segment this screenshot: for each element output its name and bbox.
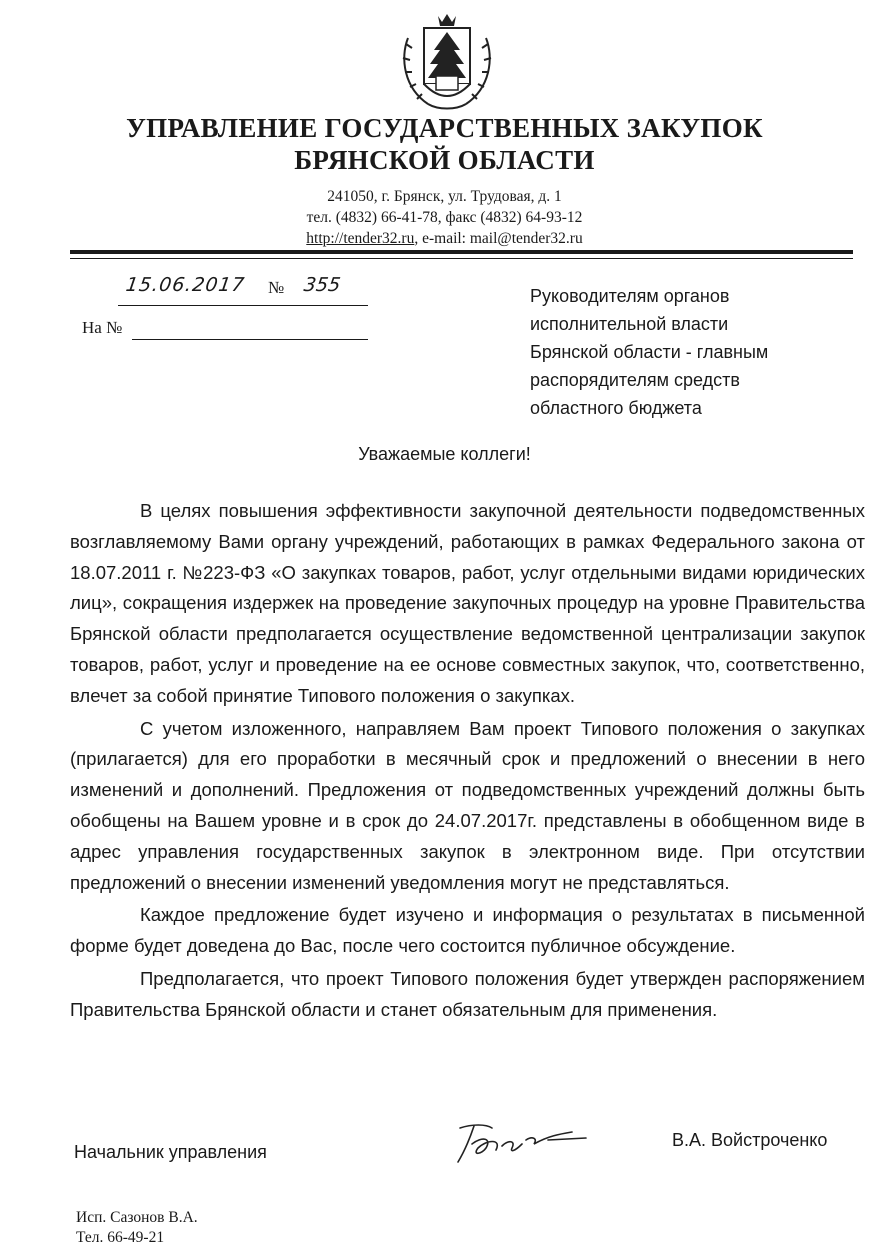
greeting: Уважаемые коллеги! <box>358 444 531 464</box>
coat-of-arms-emblem <box>398 8 496 114</box>
organization-name-line1: УПРАВЛЕНИЕ ГОСУДАРСТВЕННЫХ ЗАКУПОК <box>126 113 763 143</box>
reply-label: На № <box>82 318 123 337</box>
registration-underline <box>118 305 368 306</box>
executor-phone: Тел. 66-49-21 <box>76 1229 165 1246</box>
number-sign: № <box>268 278 285 297</box>
signer-title: Начальник управления <box>74 1142 267 1162</box>
body-paragraph: Предполагается, что проект Типового положения будет утвержден распоряжением Правительства Брянской области и станет обязательным для применения. <box>70 967 865 1020</box>
reply-underline <box>132 339 368 340</box>
addressee-line: Брянской области - главным <box>530 342 769 362</box>
addressee-line: Руководителям органов <box>530 286 730 306</box>
web-contacts <box>0 228 889 249</box>
outgoing-registration <box>118 274 368 306</box>
addressee-line: областного бюджета <box>530 398 702 418</box>
addressee-line: распорядителям средств <box>530 370 740 390</box>
address: 241050, г. Брянск, ул. Трудовая, д. 1 <box>327 188 562 205</box>
handwritten-date: 15.06.2017 <box>124 274 247 296</box>
header-rule-thin <box>70 258 853 259</box>
executor-name: Исп. Сазонов В.А. <box>76 1209 198 1226</box>
website-link[interactable]: http://tender32.ru <box>306 230 415 247</box>
phones: тел. (4832) 66-41-78, факс (4832) 64-93-12 <box>306 209 583 226</box>
body-paragraph: В целях повышения эффективности закупочной деятельности подведомственных возглавляемому Вами органу учреждений, работающих в рамках Федерального закона от 18.07.2011 г. №223-ФЗ «О закупках товаров, работ, услуг отдельными видами юридических лиц», сокращения издержек на проведение закупочных процедур на уровне Правительства Брянской области предполагается осуществление ведомственной централизации закупок товаров, работ, услуг и проведение на ее основе совместных закупок, что, соответственно, влечет за собой принятие Типового положения о закупках. <box>70 500 865 706</box>
addressee-block <box>530 282 860 422</box>
organization-name-line2: БРЯНСКОЙ ОБЛАСТИ <box>294 145 595 175</box>
addressee-line: исполнительной власти <box>530 314 729 334</box>
reply-reference <box>82 318 372 342</box>
executor-block <box>76 1208 198 1248</box>
letter-body <box>70 496 865 1026</box>
contact-block <box>0 186 889 249</box>
header-rule-thick <box>70 250 853 254</box>
handwritten-number: 355 <box>302 274 342 296</box>
signer-name: В.А. Войстроченко <box>672 1130 828 1150</box>
handwritten-signature <box>452 1118 592 1168</box>
body-paragraph: С учетом изложенного, направляем Вам проект Типового положения о закупках (прилагается) для его проработки в месячный срок и предложений о внесении в него изменений и дополнений. Предложения от подведомственных учреждений должны быть обобщены на Вашем уровне и в срок до 24.07.2017г. представлены в обобщенном виде в адрес управления государственных закупок в электронном виде. При отсутствии предложений о внесении изменений уведомления могут не представляться. <box>70 717 865 893</box>
organization-title <box>0 112 889 176</box>
body-paragraph: Каждое предложение будет изучено и информация о результатах в письменной форме будет доведена до Вас, после чего состоится публичное обсуждение. <box>70 904 865 957</box>
email-text: , e-mail: mail@tender32.ru <box>414 230 583 247</box>
